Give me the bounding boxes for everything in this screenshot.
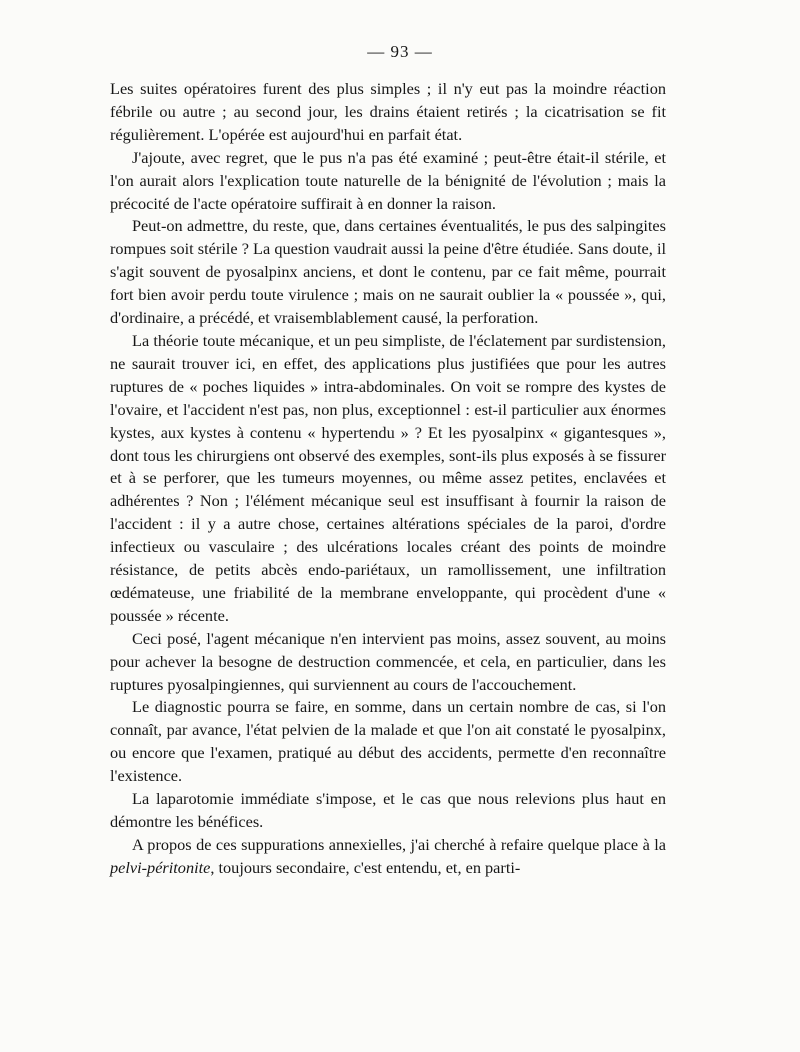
body-text xyxy=(110,78,666,880)
paragraph-8 xyxy=(110,834,666,880)
paragraph-7: La laparotomie immédiate s'impose, et le cas que nous relevions plus haut en démontre les bénéfices. xyxy=(110,789,666,831)
paragraph-2: J'ajoute, avec regret, que le pus n'a pas été examiné ; peut-être était-il stérile, et l'on aurait alors l'explication toute naturelle de la bénignité de l'évolution ; mais la précocité de l'acte opératoire suffirait à en donner la raison. xyxy=(110,147,666,213)
page-number: — 93 — xyxy=(367,42,433,61)
paragraph-5: Ceci posé, l'agent mécanique n'en intervient pas moins, assez souvent, au moins pour achever la besogne de destruction commencée, et cela, en particulier, dans les ruptures pyosalpingiennes, qui surviennent au cours de l'accouchement. xyxy=(110,628,666,694)
paragraph-1: Les suites opératoires furent des plus simples ; il n'y eut pas la moindre réaction fébrile ou autre ; au second jour, les drains étaient retirés ; la cicatrisation se fit régulièrement. L'opérée est aujourd'hui en parfait état. xyxy=(110,79,666,144)
paragraph-3: Peut-on admettre, du reste, que, dans certaines éventualités, le pus des salpingites rompues soit stérile ? La question vaudrait aussi la peine d'être étudiée. Sans doute, il s'agit souvent de pyosalpinx anciens, et dont le contenu, par ce fait même, pourrait fort bien avoir perdu toute virulence ; mais on ne saurait oublier la « poussée », qui, d'ordinaire, a précédé, et vraisemblablement causé, la perforation. xyxy=(110,216,666,328)
paragraph-6: Le diagnostic pourra se faire, en somme, dans un certain nombre de cas, si l'on connaît, par avance, l'état pelvien de la malade et que l'on ait constaté le pyosalpinx, ou encore que l'examen, pratiqué au début des accidents, permette d'en reconnaître l'existence. xyxy=(110,697,666,786)
italic-term: pelvi-péritonite xyxy=(110,857,211,877)
paragraph-4: La théorie toute mécanique, et un peu simpliste, de l'éclatement par surdistension, ne saurait trouver ici, en effet, des applications plus justifiées que pour les autres ruptures de « poches liquides » intra-abdominales. On voit se rompre des kystes de l'ovaire, et l'accident n'est pas, non plus, exceptionnel : est-il particulier aux énormes kystes, aux kystes à contenu « hypertendu » ? Et les pyosalpinx « gigantesques », dont tous les chirurgiens ont observé des exemples, sont-ils plus exposés à se fissurer et à se perforer, que les tumeurs moyennes, ou même assez petites, enclavées et adhérentes ? Non ; l'élément mécanique seul est insuffisant à fournir la raison de l'accident : il y a autre chose, certaines altérations spéciales de la paroi, d'ordre infectieux ou vasculaire ; des ulcérations locales créant des points de moindre résistance, de petits abcès endo-pariétaux, un ramollissement, une infiltration œdémateuse, une friabilité de la membrane enveloppante, qui procèdent d'une « poussée » récente. xyxy=(110,330,666,625)
paragraph-8-end: , toujours secondaire, c'est entendu, et, en parti- xyxy=(210,857,521,877)
paragraph-8-start: A propos de ces suppurations annexielles, j'ai cherché à refaire quelque place à la xyxy=(132,834,666,854)
